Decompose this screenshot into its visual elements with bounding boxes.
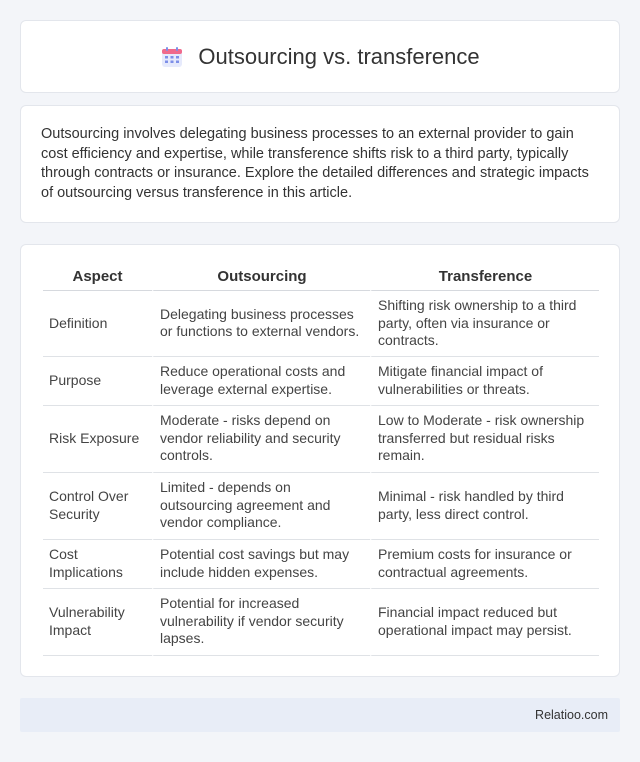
- transference-cell: Low to Moderate - risk ownership transferred but residual risks remain.: [370, 406, 599, 473]
- outsourcing-cell: Potential for increased vulnerability if vendor security lapses.: [152, 589, 370, 656]
- table-row: [43, 291, 599, 357]
- table-row: [43, 406, 599, 473]
- footer-site-link[interactable]: Relatioo.com: [535, 708, 608, 722]
- aspect-cell: Definition: [43, 291, 152, 357]
- aspect-cell: Risk Exposure: [43, 406, 152, 473]
- outsourcing-cell: Reduce operational costs and leverage external expertise.: [152, 357, 370, 406]
- aspect-cell: Purpose: [43, 357, 152, 406]
- footer: [20, 698, 620, 732]
- aspect-cell: Vulnerability Impact: [43, 589, 152, 656]
- outsourcing-cell: Moderate - risks depend on vendor reliability and security controls.: [152, 406, 370, 473]
- table-row: [43, 540, 599, 589]
- table-row: [43, 589, 599, 656]
- transference-cell: Premium costs for insurance or contractual agreements.: [370, 540, 599, 589]
- header-card: [20, 20, 620, 93]
- transference-cell: Financial impact reduced but operational impact may persist.: [370, 589, 599, 656]
- transference-cell: Shifting risk ownership to a third party, often via insurance or contracts.: [370, 291, 599, 357]
- header-transference: Transference: [370, 265, 599, 291]
- aspect-cell: Control Over Security: [43, 473, 152, 540]
- page-title: Outsourcing vs. transference: [198, 43, 480, 69]
- intro-card: [20, 105, 620, 223]
- calendar-icon: [160, 45, 184, 69]
- outsourcing-cell: Potential cost savings but may include hidden expenses.: [152, 540, 370, 589]
- header-outsourcing: Outsourcing: [152, 265, 370, 291]
- table-row: [43, 473, 599, 540]
- table-row: [43, 357, 599, 406]
- header-aspect: Aspect: [43, 265, 152, 291]
- comparison-table: [43, 265, 599, 656]
- table-header-row: [43, 265, 599, 291]
- comparison-table-card: [20, 244, 620, 677]
- transference-cell: Minimal - risk handled by third party, less direct control.: [370, 473, 599, 540]
- outsourcing-cell: Limited - depends on outsourcing agreement and vendor compliance.: [152, 473, 370, 540]
- outsourcing-cell: Delegating business processes or functions to external vendors.: [152, 291, 370, 357]
- aspect-cell: Cost Implications: [43, 540, 152, 589]
- transference-cell: Mitigate financial impact of vulnerabilities or threats.: [370, 357, 599, 406]
- intro-text: Outsourcing involves delegating business processes to an external provider to gain cost efficiency and expertise, while transference shifts risk to a third party, typically through contracts or insurance. Explore the detailed differences and strategic impacts of outsourcing versus transference in this article.: [41, 126, 589, 201]
